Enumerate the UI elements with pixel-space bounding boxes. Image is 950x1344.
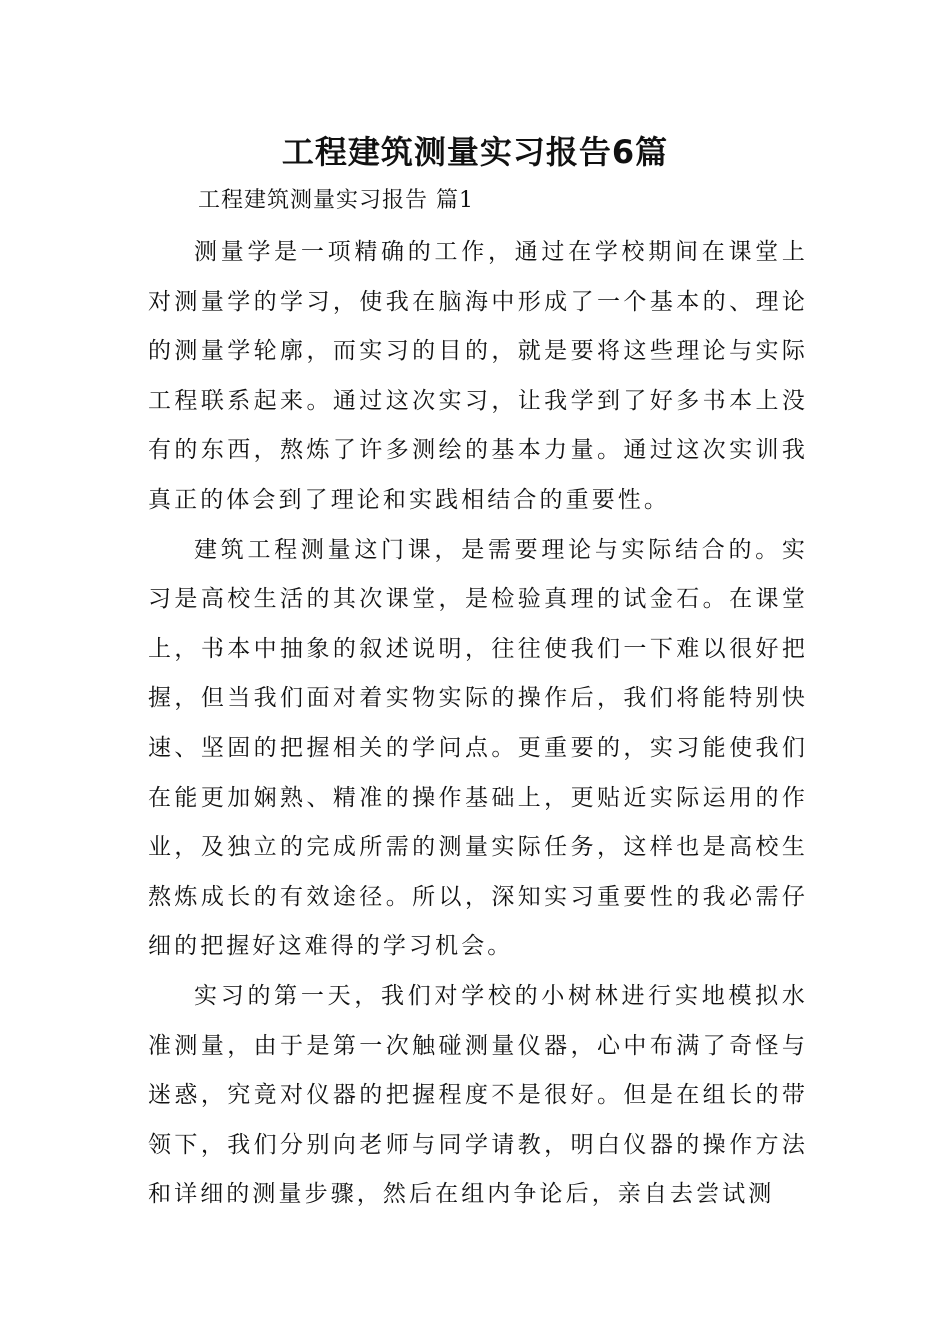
document-title: 工程建筑测量实习报告6篇 xyxy=(281,133,669,171)
body-paragraph: 实习的第一天，我们对学校的小树林进行实地模拟水准测量，由于是第一次触碰测量仪器，心中布满了奇怪与迷惑，究竟对仪器的把握程度不是很好。但是在组长的带领下，我们分别向老师与同学请教，明白仪器的操作方法和详细的测量步骤，然后在组内争论后，亲自去尝试测 xyxy=(148,982,808,1208)
document-body xyxy=(148,228,808,1220)
body-paragraph: 建筑工程测量这门课，是需要理论与实际结合的。实习是高校生活的其次课堂，是检验真理的试金石。在课堂上，书本中抽象的叙述说明，往往使我们一下难以很好把握，但当我们面对着实物实际的操作后，我们将能特别快速、坚固的把握相关的学问点。更重要的，实习能使我们在能更加娴熟、精准的操作基础上，更贴近实际运用的作业，及独立的完成所需的测量实际任务，这样也是高校生熬炼成长的有效途径。所以，深知实习重要性的我必需仔细的把握好这难得的学习机会。 xyxy=(148,536,808,960)
section-heading: 工程建筑测量实习报告 篇1 xyxy=(198,188,474,213)
body-paragraph: 测量学是一项精确的工作，通过在学校期间在课堂上对测量学的学习，使我在脑海中形成了一个基本的、理论的测量学轮廓，而实习的目的，就是要将这些理论与实际工程联系起来。通过这次实习，让我学到了好多书本上没有的东西，熬炼了许多测绘的基本力量。通过这次实训我真正的体会到了理论和实践相结合的重要性。 xyxy=(148,239,808,513)
